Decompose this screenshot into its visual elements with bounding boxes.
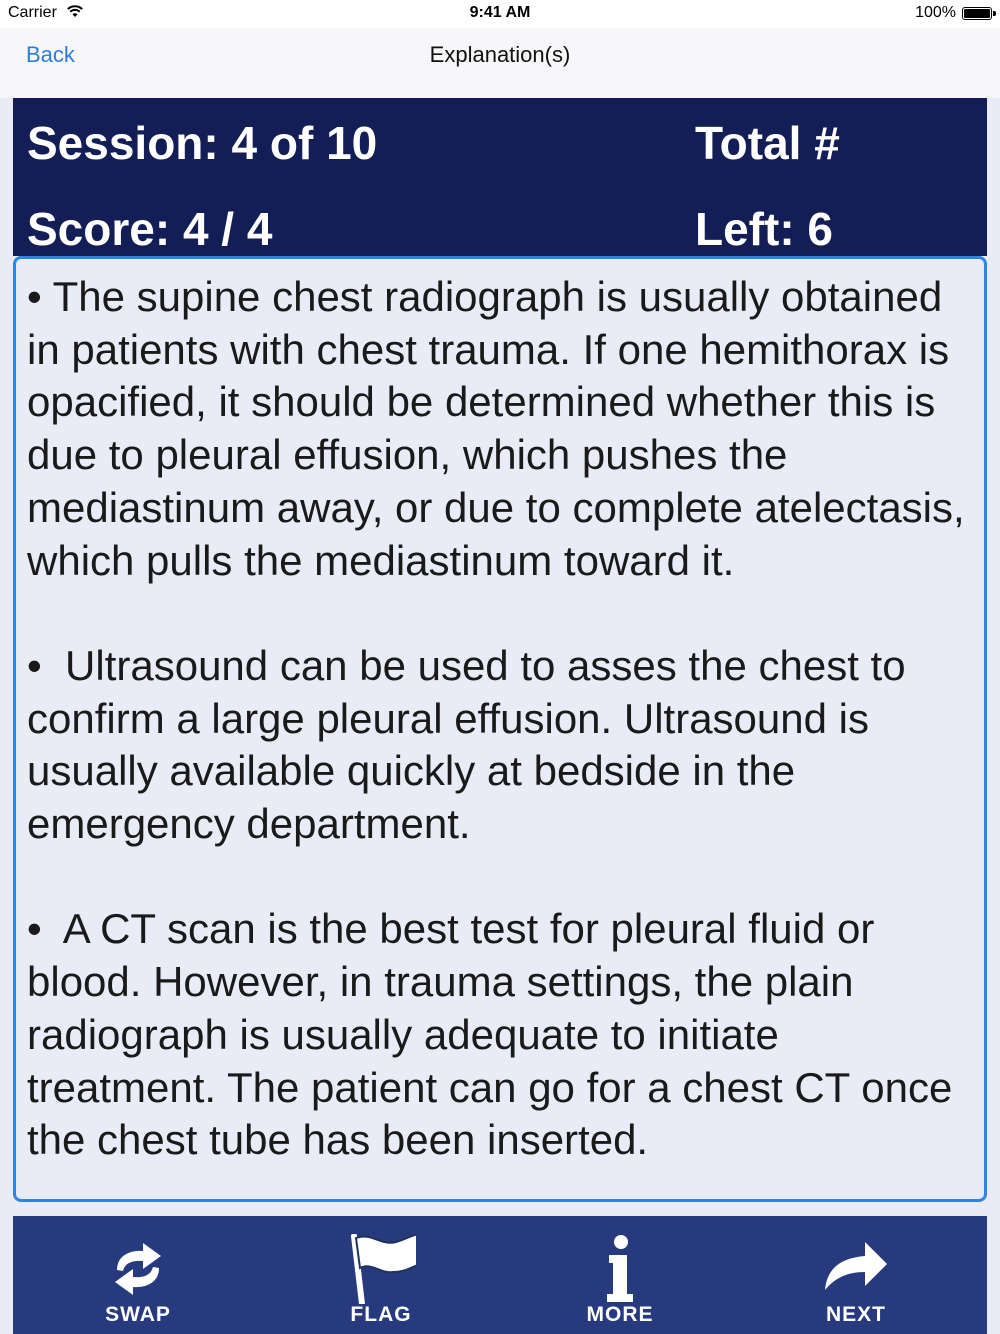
score-label: Score: 4 / 4 [27, 203, 273, 255]
next-arrow-icon [821, 1234, 891, 1304]
session-header [13, 98, 987, 256]
back-button[interactable]: Back [26, 42, 75, 67]
more-button[interactable] [540, 1216, 700, 1334]
page-title: Explanation(s) [429, 42, 571, 67]
next-label: NEXT [825, 1303, 886, 1326]
total-label: Total # [695, 117, 840, 169]
status-bar [0, 0, 1000, 28]
swap-label: SWAP [105, 1303, 171, 1326]
battery-percent: 100% [915, 4, 956, 21]
flag-label: FLAG [350, 1303, 412, 1326]
explanation-paragraph: • Ultrasound can be used to asses the chest to confirm a large pleural effusion. Ultrasound is usually available quickly at bedside in the emergency department. [27, 641, 918, 848]
swap-icon [103, 1234, 173, 1304]
flag-button[interactable] [301, 1216, 461, 1334]
explanation-paragraph: • The supine chest radiograph is usually obtained in patients with chest trauma. If one hemithorax is opacified, it should be determined whether this is due to pleural effusion, which pushes the mediastinum away, or due to complete atelectasis, which pulls the mediastinum toward it. [27, 273, 977, 584]
nav-bar [0, 28, 1000, 98]
status-time: 9:41 AM [469, 4, 531, 21]
swap-button[interactable] [58, 1216, 218, 1334]
info-icon [585, 1234, 655, 1304]
explanation-paragraph: • A CT scan is the best test for pleural fluid or blood. However, in trauma settings, the plain radiograph is usually adequate to initiate treatment. The patient can go for a chest CT once the chest tube has been inserted. [27, 905, 964, 1164]
more-label: MORE [586, 1303, 654, 1326]
carrier-label: Carrier [8, 4, 57, 21]
session-progress: Session: 4 of 10 [27, 117, 378, 169]
next-button[interactable] [776, 1216, 936, 1334]
questions-left: Left: 6 [695, 203, 833, 255]
flag-icon [346, 1234, 416, 1304]
battery-icon [962, 7, 992, 20]
explanation-text-view[interactable] [13, 256, 987, 1202]
explanation-content [27, 271, 977, 1167]
bottom-toolbar [13, 1216, 987, 1334]
